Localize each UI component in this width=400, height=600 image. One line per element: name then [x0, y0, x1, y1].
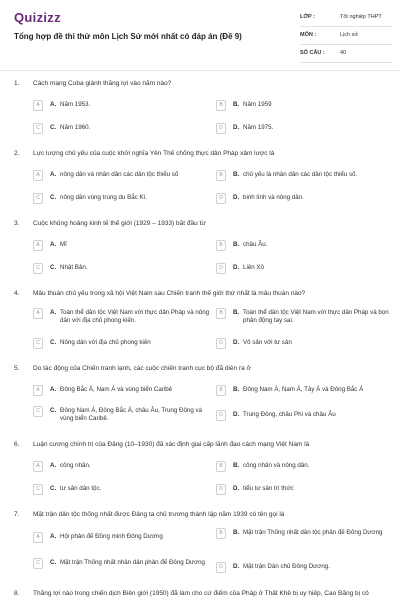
option-text: Năm 1960. — [60, 124, 91, 131]
meta-label: LỚP : — [300, 14, 315, 20]
option-box: B — [216, 385, 226, 396]
question-text: Luận cương chính trị của Đảng (10–1930) đã xác định giai cấp lãnh đạo cách mạng Việt Nam là — [33, 441, 310, 448]
option-letter: C. — [50, 264, 57, 271]
page-header — [0, 0, 400, 68]
option-text: Năm 1975. — [243, 124, 274, 131]
option-box: A — [33, 385, 43, 396]
option-box: B — [216, 170, 226, 181]
option-text: Mặt trận Dân chủ Đông Dương. — [243, 563, 330, 570]
option-box: B — [216, 308, 226, 319]
meta-label: SỐ CÂU : — [300, 50, 325, 56]
option-box: D — [216, 338, 226, 349]
option-box: C — [33, 263, 43, 274]
question-text: Mặt trận dân tộc thống nhất được Đảng ta chủ trương thành lập năm 1939 có tên gọi là — [33, 511, 285, 518]
option-text: Năm 1959 — [243, 101, 272, 108]
option-letter: A. — [50, 101, 57, 108]
question-text: Mâu thuẫn chủ yếu trong xã hội Việt Nam sau Chiến tranh thế giới thứ nhất là mâu thuẫn nào? — [33, 290, 306, 297]
option-text: Nông dân với địa chủ phong kiến — [60, 339, 151, 346]
meta-row-count — [300, 48, 392, 63]
question-number: 4. — [14, 290, 20, 297]
question-number: 6. — [14, 441, 20, 448]
option-box: D — [216, 410, 226, 421]
option-letter: A. — [50, 462, 57, 469]
quizizz-logo: Quizizz — [14, 10, 61, 25]
option-letter: C. — [50, 339, 57, 346]
question-text: Cuộc khủng hoảng kinh tế thế giới (1929 – 1933) bắt đầu từ — [33, 220, 206, 227]
option-letter: C. — [50, 194, 57, 201]
question-number: 5. — [14, 365, 20, 372]
option-letter: C. — [50, 485, 57, 492]
option-box: A — [33, 532, 43, 543]
question-number: 8. — [14, 590, 20, 597]
option-box: A — [33, 100, 43, 111]
option-box: C — [33, 406, 43, 417]
option-text: nông dân vùng trung du Bắc Kì. — [60, 194, 148, 201]
option-box: C — [33, 558, 43, 569]
option-text: Liên Xô — [243, 264, 264, 271]
question-number: 1. — [14, 80, 20, 87]
option-box: C — [33, 484, 43, 495]
option-text: Mĩ — [60, 241, 67, 248]
option-letter: B. — [233, 101, 240, 108]
option-box: B — [216, 461, 226, 472]
option-box: B — [216, 240, 226, 251]
meta-value: Tốt nghiệp THPT — [340, 14, 382, 20]
document-meta — [300, 12, 392, 66]
option-box: B — [216, 100, 226, 111]
option-text: Hội phản đế Đồng minh Đông Dương — [60, 533, 163, 540]
option-box: C — [33, 338, 43, 349]
option-box: D — [216, 484, 226, 495]
option-box: C — [33, 123, 43, 134]
option-letter: D. — [233, 411, 240, 418]
option-text: Mặt trận Thống nhất dân tộc phản đế Đông Dương — [243, 529, 383, 536]
option-letter: B. — [233, 462, 240, 469]
meta-value: Lịch sử — [340, 32, 359, 38]
option-box: A — [33, 240, 43, 251]
option-box: C — [33, 193, 43, 204]
option-box: B — [216, 528, 226, 539]
option-text: Vô sản với tư sản — [243, 339, 292, 346]
question-text: Lực lượng chủ yếu của cuộc khởi nghĩa Yên Thế chống thực dân Pháp xâm lược là — [33, 150, 275, 157]
option-text: Đông Nam Á, Đông Bắc Á, châu Âu, Trung Đông và vùng biển Caribê. — [60, 407, 203, 422]
question-number: 3. — [14, 220, 20, 227]
option-text: công nhân và nông dân. — [243, 462, 310, 469]
option-letter: C. — [50, 407, 57, 414]
option-text: Đông Bắc Á, Nam Á và vùng biển Caribê — [60, 386, 173, 393]
option-letter: D. — [233, 485, 240, 492]
option-letter: A. — [50, 241, 57, 248]
option-letter: A. — [50, 171, 57, 178]
meta-label: MÔN : — [300, 32, 317, 38]
option-box: A — [33, 170, 43, 181]
option-letter: A. — [50, 386, 57, 393]
question-text: Thắng lợi nào trong chiến dịch Biên giới (1950) đã làm cho cứ điểm của Pháp ở Thất Khê bị uy hiếp, Cao Bằng bị cô — [33, 590, 369, 597]
option-letter: A. — [50, 309, 57, 316]
option-letter: B. — [233, 529, 240, 536]
option-letter: D. — [233, 563, 240, 570]
question-number: 2. — [14, 150, 20, 157]
option-text: Toàn thể dân tộc Việt Nam với thực dân Pháp và nông dân với địa chủ phong kiến. — [60, 309, 210, 324]
option-text: Mặt trận Thống nhất nhân dân phản đế Đông Dương — [60, 559, 206, 566]
option-text: Trung Đông, châu Phi và châu Âu — [243, 411, 336, 418]
meta-value: 40 — [340, 50, 347, 56]
option-letter: B. — [233, 386, 240, 393]
question-text: Cách mạng Cuba giành thắng lợi vào năm nào? — [33, 80, 172, 87]
question-number: 7. — [14, 511, 20, 518]
option-text: binh lính và nông dân. — [243, 194, 304, 201]
option-box: A — [33, 461, 43, 472]
option-letter: B. — [233, 241, 240, 248]
option-box: A — [33, 308, 43, 319]
option-letter: D. — [233, 194, 240, 201]
option-box: D — [216, 123, 226, 134]
option-text: Toàn thể dân tộc Việt Nam với thực dân Pháp và bọn phản động tay sai. — [243, 309, 389, 324]
option-letter: C. — [50, 559, 57, 566]
option-box: D — [216, 193, 226, 204]
question-text: Do tác động của Chiến tranh lạnh, các cuộc chiến tranh cục bộ đã diễn ra ở — [33, 365, 251, 372]
option-letter: D. — [233, 339, 240, 346]
option-text: Năm 1953. — [60, 101, 91, 108]
option-letter: A. — [50, 533, 57, 540]
document-title: Tổng hợp đề thi thử môn Lịch Sử mới nhất có đáp án (Đề 9) — [14, 32, 242, 41]
option-text: tiểu tư sản trí thức — [243, 485, 294, 492]
option-letter: D. — [233, 124, 240, 131]
option-text: công nhân. — [60, 462, 91, 469]
option-text: chủ yếu là nhân dân các dân tộc thiểu số. — [243, 171, 358, 178]
option-letter: B. — [233, 309, 240, 316]
option-text: Nhật Bản. — [60, 264, 88, 271]
meta-row-subject — [300, 30, 392, 45]
option-box: D — [216, 562, 226, 573]
option-text: nông dân và nhân dân các dân tộc thiểu số — [60, 171, 179, 178]
option-text: tư sản dân tộc. — [60, 485, 102, 492]
header-divider — [0, 70, 400, 71]
option-letter: D. — [233, 264, 240, 271]
option-letter: C. — [50, 124, 57, 131]
option-box: D — [216, 263, 226, 274]
option-text: châu Âu. — [243, 241, 268, 248]
meta-row-class — [300, 12, 392, 27]
option-text: Đông Nam Á, Nam Á, Tây Á và Đông Bắc Á — [243, 386, 364, 393]
option-letter: B. — [233, 171, 240, 178]
